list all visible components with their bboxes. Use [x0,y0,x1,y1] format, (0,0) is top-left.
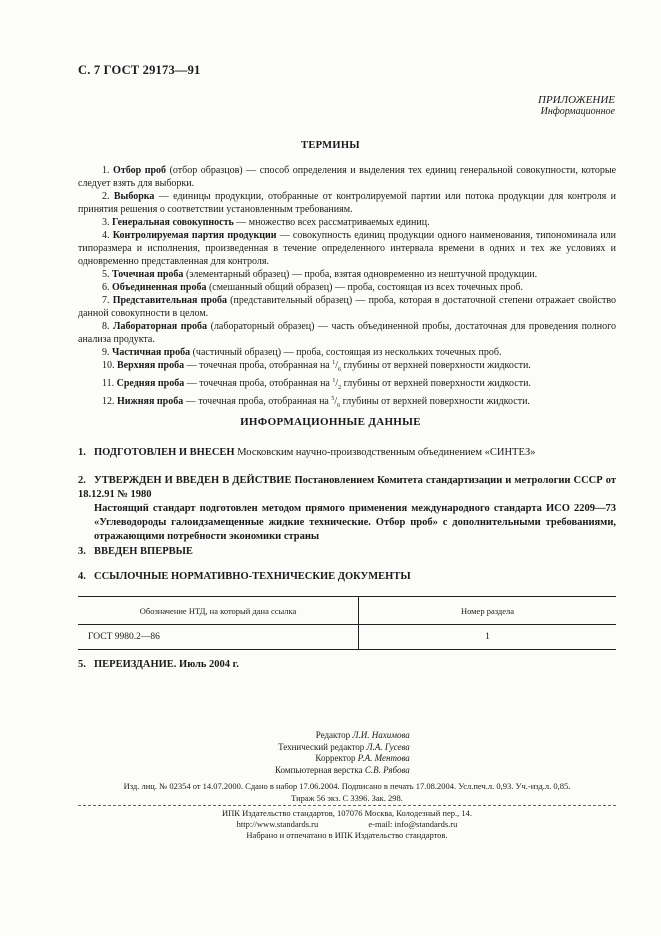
publisher-footer [78,808,616,841]
info-title: ИНФОРМАЦИОННЫЕ ДАННЫЕ [240,416,421,428]
col-header-doc: Обозначение НТД, на который дана ссылка [78,597,359,625]
publishing-info [78,781,616,804]
term-item: 4. Контролируемая партия продукции — совокупность единиц продукции одного наименования, типономинала или типоразмера и исполнения, произведенная в течение определенного интервала времени в одних и тех же условиях и одновременно представленная для контроля. [78,230,617,267]
term-item: 11. Средняя проба — точечная проба, отобранная на $^1/_2$ глубины от верхней поверхности жидкости. [102,378,531,391]
terms-list [78,164,616,413]
footer-printed: Набрано и отпечатано в ИПК Издательство стандартов. [246,830,448,840]
website-link[interactable]: http://www.standards.ru [236,819,319,829]
term-item: 3. Генеральная совокупность — множество всех рассматриваемых единиц. [102,217,430,228]
section-5: 5. ПЕРЕИЗДАНИЕ. Июль 2004 г. [78,659,239,670]
term-item: 12. Нижняя проба — точечная проба, отобранная на $^5/_6$ глубины от верхней поверхности жидкости. [102,396,530,409]
footer-address: ИПК Издательство стандартов, 107076 Москва, Колодезный пер., 14. [222,808,472,818]
term-item: 8. Лабораторная проба (лабораторный образец) — часть объединенной пробы, достаточная для проведения полного анализа продукта. [78,321,616,345]
appendix-title: ПРИЛОЖЕНИЕ [538,94,615,106]
term-item: 9. Частичная проба (частичный образец) — проба, состоящая из нескольких точечных проб. [102,347,502,358]
page-header: С. 7 ГОСТ 29173—91 [78,63,201,77]
credit-line: Корректор Р.А. Ментова [315,753,410,763]
credits-block [275,730,410,776]
col-header-section: Номер раздела [359,597,617,625]
publishing-line-2: Тираж 56 экз. С 3396. Зак. 298. [291,792,403,803]
section-3: 3. ВВЕДЕН ВПЕРВЫЕ [78,546,193,557]
appendix-label [538,94,615,118]
table-header-row [78,597,616,625]
credit-line: Технический редактор Л.А. Гусева [278,741,410,752]
term-item: 7. Представительная проба (представительный образец) — проба, которая в достаточной степени отражает свойство данной совокупности в целом. [78,295,616,319]
email-link[interactable]: e-mail: info@standards.ru [368,819,458,829]
publishing-line-1: Изд. лиц. № 02354 от 14.07.2000. Сдано в набор 17.06.2004. Подписано в печать 17.08.2004. Усл.печ.л. 0,93. Уч.-изд.л. 0,85. [123,781,571,791]
ntd-table [78,596,616,650]
term-item: 1. Отбор проб (отбор образцов) — способ определения и выделения тех единиц генеральной совокупности, которые следует взять для выборки. [78,165,617,189]
section-4: 4. ССЫЛОЧНЫЕ НОРМАТИВНО-ТЕХНИЧЕСКИЕ ДОКУМЕНТЫ [78,571,411,582]
credit-line: Компьютерная верстка С.В. Рябова [275,764,410,775]
section-2: 2. УТВЕРЖДЕН И ВВЕДЕН В ДЕЙСТВИЕ Постановлением Комитета стандартизации и метрологии СССР от 18.12.91 № 1980 Настоящий стандарт подготовлен методом прямого применения международного стандарта ИСО 2209—73 «Углеводороды галоидзамещенные жидкие технические. Отбор проб» с дополнительными требованиями, отражающими потребности экономики страны [78,475,616,542]
appendix-subtitle: Информационное [540,106,615,117]
term-item: 5. Точечная проба (элементарный образец) — проба, взятая одновременно из нештучной продукции. [102,269,538,280]
footer-contacts [78,819,616,830]
cell-section: 1 [359,625,617,650]
section-2-text: Настоящий стандарт подготовлен методом прямого применения международного стандарта ИСО 2209—73 «Углеводороды галоидзамещенные жидкие технические. Отбор проб» с дополнительными требованиями, отражающими потребности экономики страны [94,503,616,542]
section-1: 1. ПОДГОТОВЛЕН И ВНЕСЕН Московским научно-производственным объединением «СИНТЕЗ» [78,447,536,458]
cell-doc: ГОСТ 9980.2—86 [78,625,359,650]
divider [78,805,616,806]
table-row [78,625,616,650]
term-item: 10. Верхняя проба — точечная проба, отобранная на $^1/_6$ глубины от верхней поверхности жидкости. [102,360,531,373]
term-item: 2. Выборка — единицы продукции, отобранные от контролируемой партии или потока продукции для контроля и принятия решения о соответствии установленным требованиям. [78,191,616,215]
credit-line: Редактор Л.И. Нахимова [315,730,410,740]
term-item: 6. Объединенная проба (смешанный общий образец) — проба, состоящая из всех точечных проб. [102,282,523,293]
terms-title: ТЕРМИНЫ [301,140,360,151]
